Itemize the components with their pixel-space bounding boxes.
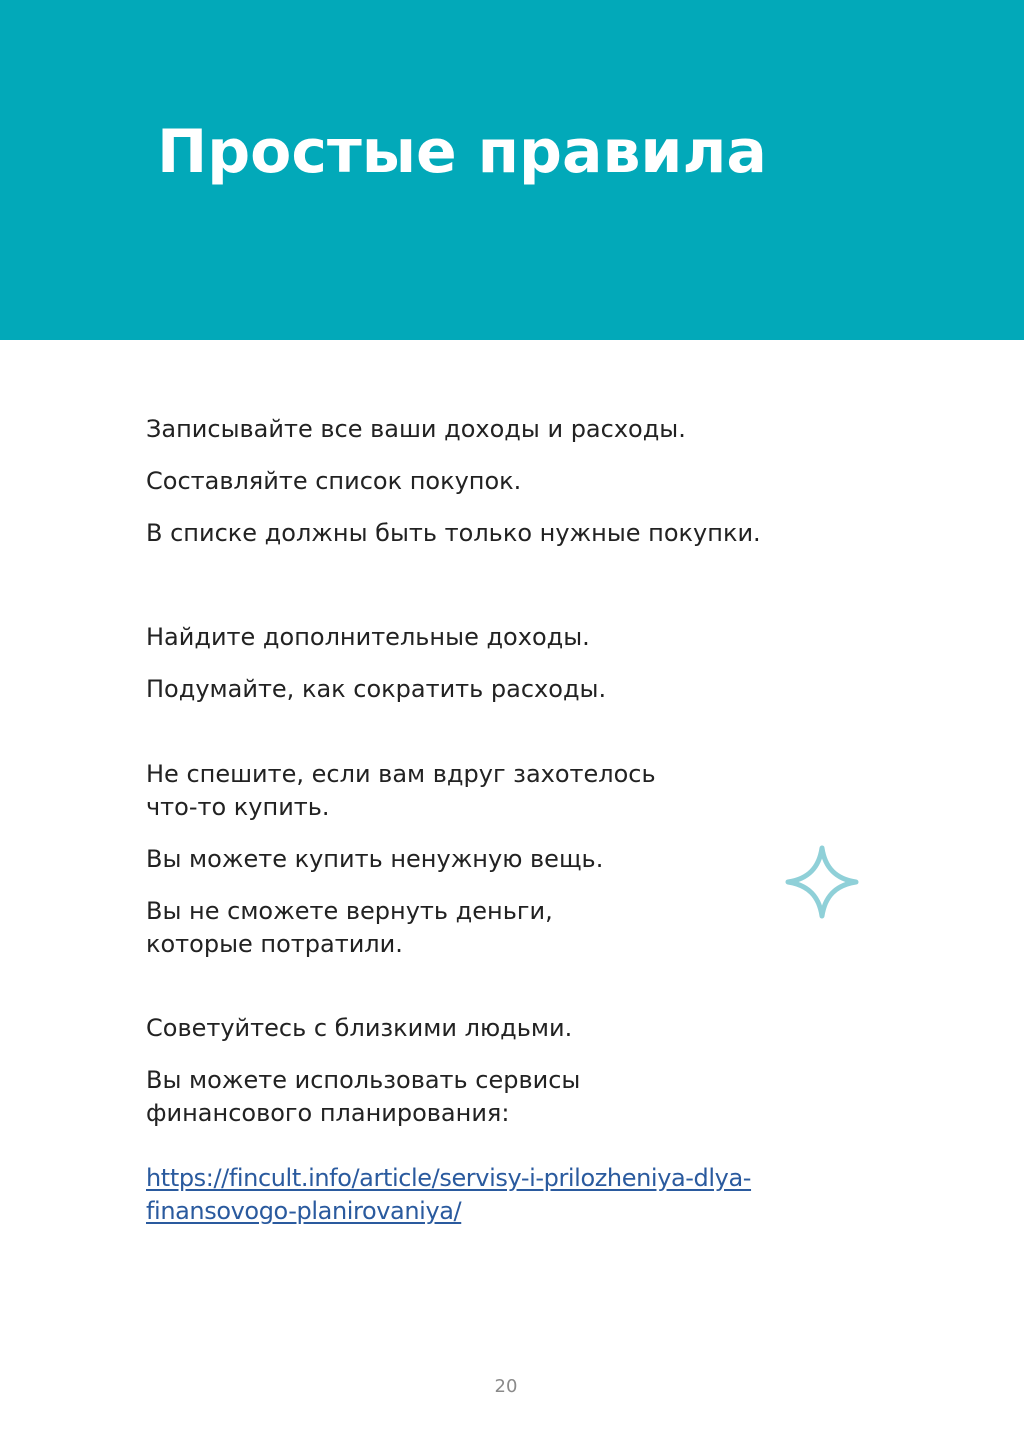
link-line-1[interactable]: https://fincult.info/article/servisy-i-prilozheniya-dlya- [146, 1164, 752, 1192]
rule-consult-close-people: Советуйтесь с близкими людьми. [146, 1014, 573, 1042]
rule-no-refund-line-2: которые потратили. [146, 930, 403, 958]
fincult-services-link[interactable] [146, 1162, 751, 1228]
rule-services-line-1: Вы можете использовать сервисы [146, 1066, 581, 1094]
sparkle-star-icon [784, 844, 860, 920]
rule-dont-hurry-line-1: Не спешите, если вам вдруг захотелось [146, 760, 656, 788]
link-line-2[interactable]: finansovogo-planirovaniya/ [146, 1197, 462, 1225]
rule-only-needed-purchases: В списке должны быть только нужные покупки. [146, 519, 761, 547]
rule-dont-hurry-line-2: что-то купить. [146, 793, 330, 821]
page-title: Простые правила [157, 117, 767, 187]
rule-unneeded-thing: Вы можете купить ненужную вещь. [146, 845, 604, 873]
header-band [0, 0, 1024, 340]
page-number: 20 [494, 1376, 518, 1397]
rule-no-refund-line-1: Вы не сможете вернуть деньги, [146, 897, 553, 925]
rule-cut-expenses: Подумайте, как сократить расходы. [146, 675, 607, 703]
rule-extra-income: Найдите дополнительные доходы. [146, 623, 590, 651]
rule-shopping-list: Составляйте список покупок. [146, 467, 522, 495]
rule-record-income-expenses: Записывайте все ваши доходы и расходы. [146, 415, 686, 443]
rule-services-line-2: финансового планирования: [146, 1099, 510, 1127]
